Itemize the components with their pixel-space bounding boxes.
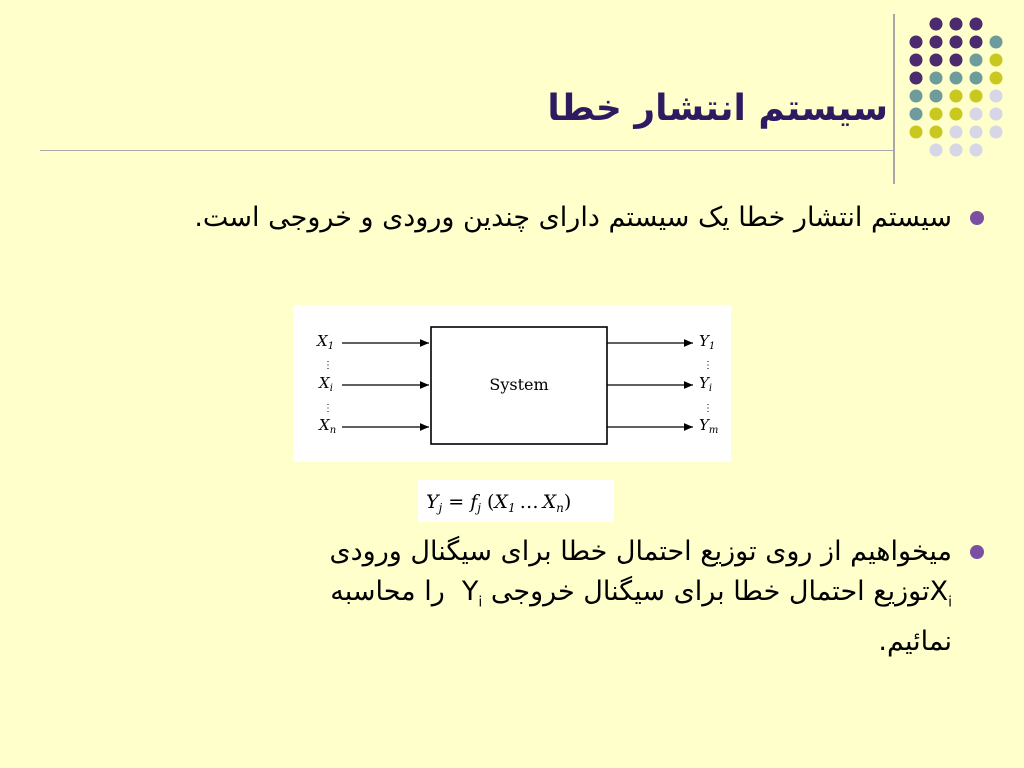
decorative-dot [950, 72, 963, 85]
decorative-dot [950, 36, 963, 49]
output-label-1: $Y_1$ [699, 332, 716, 352]
decorative-dot [990, 36, 1003, 49]
input-label-n: $X_n$ [319, 416, 337, 436]
bullet-dot-icon [970, 545, 984, 559]
decorative-dot [930, 54, 943, 67]
decorative-dot [910, 90, 923, 103]
output-ellipsis-2: ⋮ [703, 403, 713, 414]
decorative-dot [970, 108, 983, 121]
decorative-dot [930, 126, 943, 139]
decorative-dot [930, 72, 943, 85]
bullet-1-text: سیستم انتشار خطا یک سیستم دارای چندین ورودی و خروجی است. [194, 202, 952, 233]
decorative-dot [950, 54, 963, 67]
decorative-dot [950, 108, 963, 121]
input-ellipsis-2: ⋮ [323, 403, 333, 414]
decorative-dot [990, 108, 1003, 121]
decorative-dot [950, 90, 963, 103]
output-ellipsis-1: ⋮ [703, 360, 713, 371]
output-label-m: $Y_m$ [699, 416, 719, 436]
output-label-i: $Y_i$ [699, 374, 713, 394]
input-symbol-xi: $X_i$ [929, 576, 952, 611]
decorative-dot [990, 54, 1003, 67]
decorative-dot [990, 126, 1003, 139]
equation-image [418, 480, 614, 522]
bullet-2-line-2: $X_iتوزیع$ احتمال خطا برای سیگنال خروجی $Y_i$ را محاسبه [330, 576, 952, 611]
decorative-dot [990, 90, 1003, 103]
decorative-dot [990, 72, 1003, 85]
input-label-1: $X_1$ [317, 332, 335, 352]
bullet-item-1 [92, 198, 952, 238]
bullet-dot-icon [970, 211, 984, 225]
decorative-dot [930, 108, 943, 121]
decorative-dot [910, 36, 923, 49]
decorative-dot [950, 144, 963, 157]
equation-text: $Y_j = f_j$ ($X_1$ … $X_n$) [426, 491, 572, 515]
output-symbol-yi: $Y_i$ [461, 576, 483, 611]
decorative-dot [910, 126, 923, 139]
input-ellipsis-1: ⋮ [323, 360, 333, 371]
bullet-item-2 [92, 532, 952, 662]
horizontal-divider [40, 150, 893, 151]
decorative-dot [950, 18, 963, 31]
decorative-dot [910, 72, 923, 85]
slide-title: سیستم انتشار خطا [547, 88, 888, 129]
decorative-dot [930, 90, 943, 103]
decorative-dot [970, 18, 983, 31]
system-label: System [489, 375, 549, 394]
decorative-dot [970, 126, 983, 139]
bullet-2-line-1: میخواهیم از روی توزیع احتمال خطا برای سیگنال ورودی [329, 536, 952, 567]
decorative-dot [930, 36, 943, 49]
decorative-dot [930, 144, 943, 157]
decorative-dot [970, 144, 983, 157]
input-label-i: $X_i$ [319, 374, 333, 394]
decorative-dot [970, 90, 983, 103]
decorative-dot [970, 54, 983, 67]
decorative-dot [950, 126, 963, 139]
decorative-dot [910, 54, 923, 67]
system-diagram [293, 305, 731, 462]
decorative-dot [930, 18, 943, 31]
vertical-divider [893, 14, 895, 184]
decorative-dot [970, 72, 983, 85]
decorative-dot [970, 36, 983, 49]
bullet-2-line-3: نمائیم. [878, 626, 952, 658]
decorative-dot [910, 108, 923, 121]
